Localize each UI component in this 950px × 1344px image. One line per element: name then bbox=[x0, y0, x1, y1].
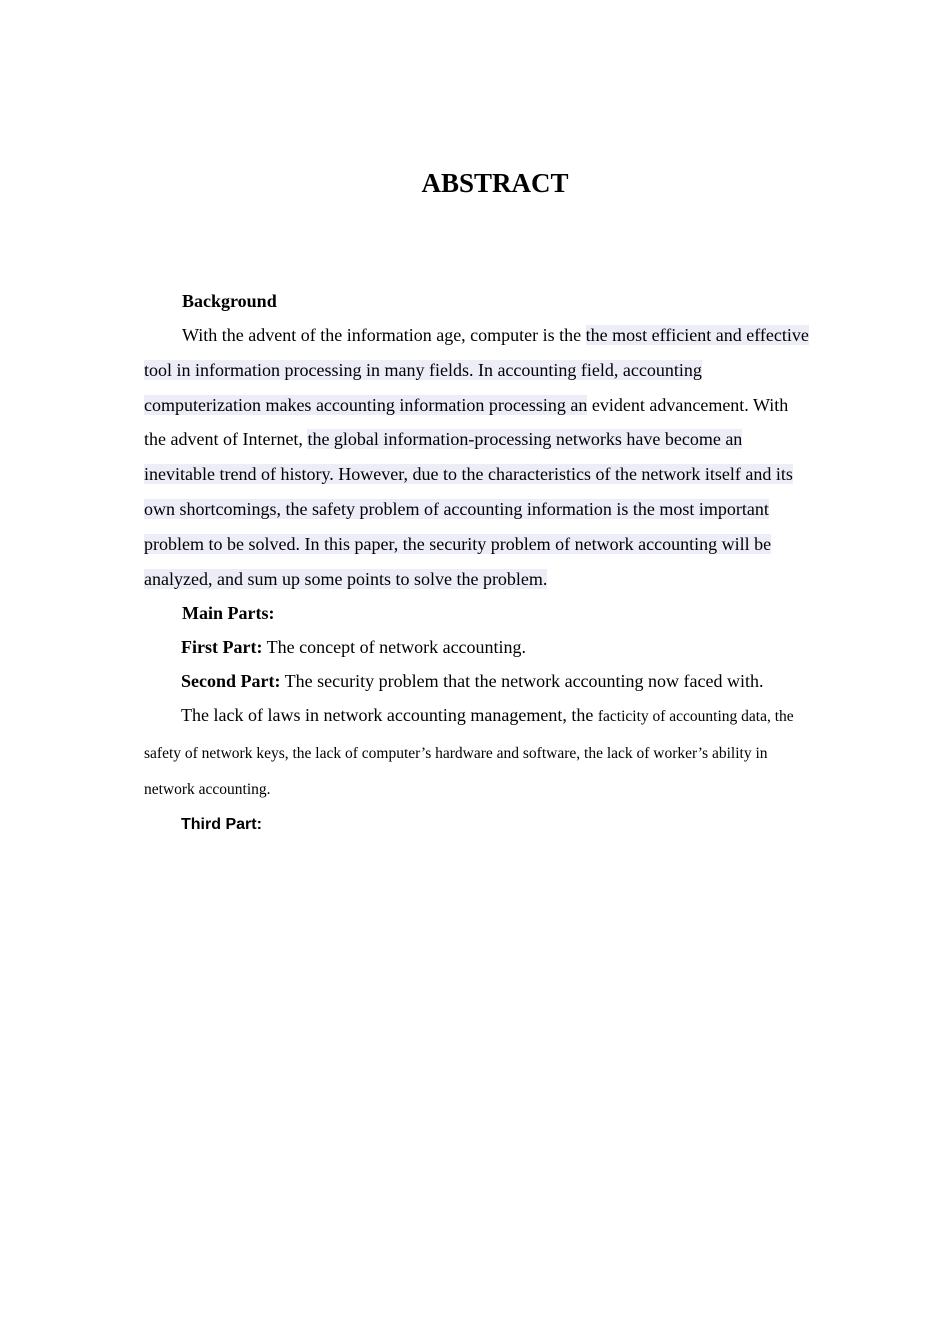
third-part-label: Third Part: bbox=[181, 815, 262, 833]
background-highlight-1: the most efficient and effective tool in information processing in many fields. In accounting field, accounting computerization makes accounting information processing an bbox=[144, 325, 809, 415]
background-text-2: evident advancement. With the advent of Internet, bbox=[144, 394, 789, 450]
second-part-detail-small: facticity of accounting data, the safety of network keys, the lack of computer’s hardware and software, the lack of worker’s ability in network accounting. bbox=[144, 708, 794, 799]
first-part-line bbox=[144, 630, 809, 664]
background-highlight-2: the global information-processing networks have become an inevitable trend of history. However, due to the characteristics of the network itself and its own shortcomings, the safety problem of accounting information is the most important problem to be solved. In this paper, the security problem of network accounting will be analyzed, and sum up some points to solve the problem. bbox=[144, 429, 793, 589]
second-part-line bbox=[144, 664, 809, 698]
second-part-detail-large: The lack of laws in network accounting management, the bbox=[181, 705, 598, 726]
first-part-label: First Part: bbox=[181, 637, 263, 658]
main-parts-heading: Main Parts: bbox=[182, 603, 275, 624]
abstract-body bbox=[144, 284, 809, 842]
second-part-label: Second Part: bbox=[181, 671, 281, 692]
background-text-1: With the advent of the information age, computer is the bbox=[182, 325, 586, 345]
page-title: ABSTRACT bbox=[421, 168, 569, 198]
second-part-text: The security problem that the network accounting now faced with. bbox=[280, 671, 764, 692]
first-part-text: The concept of network accounting. bbox=[262, 637, 527, 658]
background-paragraph bbox=[144, 318, 809, 596]
background-heading: Background bbox=[182, 291, 277, 311]
second-part-detail bbox=[144, 698, 809, 808]
